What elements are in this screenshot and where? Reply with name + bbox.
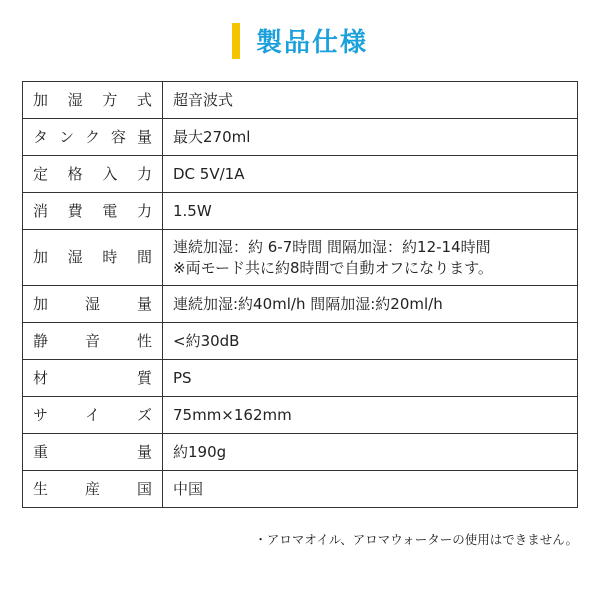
spec-label-char: 量	[136, 294, 152, 313]
spec-label-char: 性	[136, 331, 152, 350]
spec-value-cell	[163, 119, 578, 156]
spec-value-cell	[163, 230, 578, 286]
spec-label-char: 費	[67, 201, 83, 220]
spec-label-char: 湿	[84, 294, 100, 313]
spec-label-cell	[23, 434, 163, 471]
spec-label	[33, 368, 152, 388]
spec-label-char: タ	[33, 127, 49, 146]
spec-row	[23, 360, 578, 397]
spec-label-char: 消	[33, 201, 49, 220]
spec-label-cell	[23, 286, 163, 323]
spec-label-cell	[23, 156, 163, 193]
spec-label-char: 方	[102, 90, 118, 109]
title-block	[0, 22, 600, 59]
spec-row	[23, 397, 578, 434]
spec-label-char: 力	[136, 164, 152, 183]
spec-value-cell	[163, 156, 578, 193]
spec-label-char: 量	[136, 127, 152, 146]
spec-value: 75mm×162mm	[173, 405, 292, 424]
spec-value: <約30dB	[173, 331, 240, 350]
spec-label-cell	[23, 119, 163, 156]
spec-label-char: 音	[84, 331, 100, 350]
spec-row	[23, 230, 578, 286]
spec-value-cell	[163, 434, 578, 471]
spec-label-char: 間	[136, 248, 152, 267]
spec-row	[23, 434, 578, 471]
spec-label	[33, 479, 152, 499]
spec-label-char: 生	[33, 479, 49, 498]
spec-label-cell	[23, 360, 163, 397]
spec-label-char: ン	[58, 127, 74, 146]
spec-row	[23, 119, 578, 156]
spec-value-note: ※両モード共に約8時間で自動オフになります。	[173, 258, 493, 277]
usage-note: ・アロマオイル、アロマウォーターの使用はできません。	[254, 532, 578, 547]
spec-value-cell	[163, 286, 578, 323]
spec-row	[23, 193, 578, 230]
spec-label-char: 格	[67, 164, 83, 183]
spec-label-char: 式	[136, 90, 152, 109]
spec-label-char: 国	[136, 479, 152, 498]
spec-label-char: 質	[136, 368, 152, 387]
spec-label	[33, 294, 152, 314]
spec-label-char: サ	[33, 405, 49, 424]
spec-label-char: 材	[33, 368, 49, 387]
spec-value-cell	[163, 360, 578, 397]
spec-label-char: ク	[84, 127, 100, 146]
title-accent-bar	[232, 23, 240, 59]
spec-value-cell	[163, 323, 578, 360]
spec-label	[33, 127, 152, 147]
spec-label-char: 加	[33, 248, 49, 267]
spec-label-char: 湿	[67, 90, 83, 109]
page-title: 製品仕様	[255, 28, 368, 58]
spec-row	[23, 471, 578, 508]
spec-value-cell	[163, 193, 578, 230]
spec-label-char: ズ	[136, 405, 152, 424]
spec-label	[33, 247, 152, 267]
spec-label-char: 重	[33, 442, 49, 461]
spec-label-char: 加	[33, 294, 49, 313]
spec-label	[33, 442, 152, 462]
spec-row	[23, 323, 578, 360]
spec-label-char: 容	[110, 127, 126, 146]
spec-label-char: 電	[102, 201, 118, 220]
spec-label	[33, 164, 152, 184]
spec-label	[33, 331, 152, 351]
spec-label	[33, 405, 152, 425]
spec-label-cell	[23, 471, 163, 508]
spec-label-char: 加	[33, 90, 49, 109]
spec-label-cell	[23, 397, 163, 434]
spec-value: 連続加湿:約40ml/h 間隔加湿:約20ml/h	[173, 294, 443, 313]
spec-value: 超音波式	[173, 90, 234, 109]
spec-table	[22, 81, 578, 508]
spec-value: DC 5V/1A	[173, 164, 245, 183]
spec-row	[23, 156, 578, 193]
spec-label-char: 力	[136, 201, 152, 220]
spec-label	[33, 90, 152, 110]
spec-label-char: 湿	[67, 248, 83, 267]
spec-value: 1.5W	[173, 201, 212, 220]
spec-label-char: 定	[33, 164, 49, 183]
spec-value: 中国	[173, 479, 204, 498]
spec-label-char: 静	[33, 331, 49, 350]
spec-label-char: 量	[136, 442, 152, 461]
spec-row	[23, 286, 578, 323]
spec-label-cell	[23, 323, 163, 360]
spec-label	[33, 201, 152, 221]
spec-label-char: 入	[102, 164, 118, 183]
spec-row	[23, 82, 578, 119]
spec-value-cell	[163, 397, 578, 434]
spec-label-char: イ	[84, 405, 100, 424]
spec-value-cell	[163, 471, 578, 508]
spec-label-cell	[23, 82, 163, 119]
spec-label-char: 産	[84, 479, 100, 498]
spec-value-cell	[163, 82, 578, 119]
spec-value: 連続加湿：約 6-7時間 間隔加湿：約12-14時間	[173, 238, 491, 257]
spec-label-cell	[23, 193, 163, 230]
spec-value: 最大270ml	[173, 127, 251, 146]
spec-value: 約190g	[173, 442, 227, 461]
spec-value: PS	[173, 368, 192, 387]
spec-label-char: 時	[102, 248, 118, 267]
spec-label-cell	[23, 230, 163, 286]
